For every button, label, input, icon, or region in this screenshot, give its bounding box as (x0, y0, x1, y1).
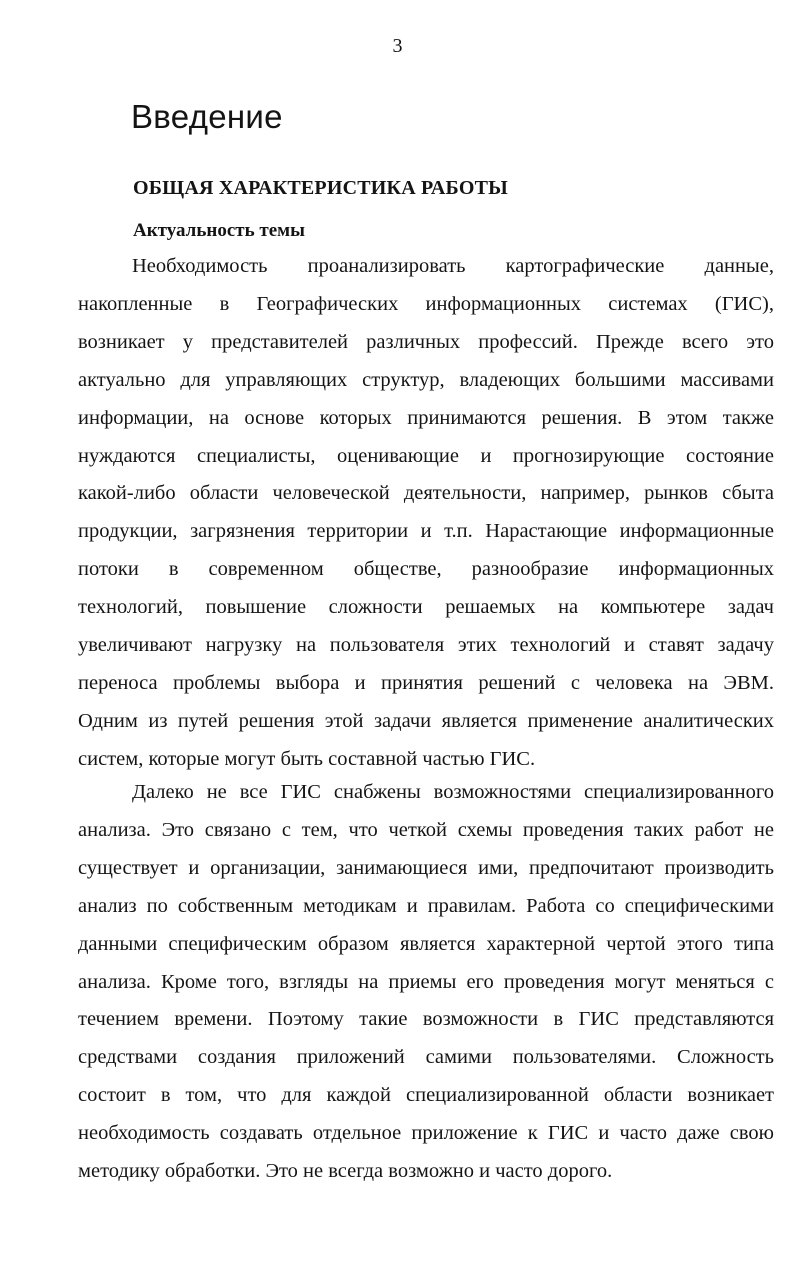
paragraph-line: переноса проблемы выбора и принятия решений с человека на ЭВМ. (78, 671, 774, 694)
paragraph-relevance-2 (78, 774, 774, 1191)
paragraph-line: увеличивают нагрузку на пользователя этих технологий и ставят задачу (78, 634, 774, 657)
subsection-title: Актуальность темы (133, 220, 305, 241)
paragraph-line: накопленные в Географических информационных системах (ГИС), (78, 292, 774, 315)
paragraph-line: Одним из путей решения этой задачи является применение аналитических (78, 709, 774, 732)
paragraph-line: данными специфическим образом является характерной чертой этого типа (78, 932, 774, 955)
paragraph-relevance-1 (78, 248, 774, 779)
paragraph-line: средствами создания приложений самими пользователями. Сложность (78, 1046, 774, 1069)
paragraph-line: состоит в том, что для каждой специализированной области возникает (78, 1084, 774, 1107)
paragraph-line: анализа. Кроме того, взгляды на приемы его проведения могут меняться с (78, 970, 774, 993)
chapter-title: Введение (131, 98, 283, 135)
paragraph-line: актуально для управляющих структур, владеющих большими массивами (78, 368, 774, 391)
paragraph-line: нуждаются специалисты, оценивающие и прогнозирующие состояние (78, 444, 774, 467)
paragraph-line: систем, которые могут быть составной частью ГИС. (78, 747, 536, 770)
paragraph-line: анализа. Это связано с тем, что четкой схемы проведения таких работ не (78, 818, 774, 841)
paragraph-line: технологий, повышение сложности решаемых на компьютере задач (78, 596, 774, 619)
paragraph-line: потоки в современном обществе, разнообразие информационных (78, 558, 774, 581)
page-number: 3 (392, 35, 403, 57)
paragraph-line: Необходимость проанализировать картографические данные, (132, 255, 774, 277)
paragraph-line: возникает у представителей различных профессий. Прежде всего это (78, 330, 774, 353)
paragraph-line: анализ по собственным методикам и правилам. Работа со специфическими (78, 894, 774, 917)
paragraph-line: методику обработки. Это не всегда возможно и часто дорого. (78, 1160, 613, 1183)
paragraph-line: продукции, загрязнения территории и т.п. Нарастающие информационные (78, 520, 774, 543)
section-title: ОБЩАЯ ХАРАКТЕРИСТИКА РАБОТЫ (133, 177, 508, 199)
paragraph-line: Далеко не все ГИС снабжены возможностями специализированного (132, 781, 774, 803)
paragraph-line: течением времени. Поэтому такие возможности в ГИС представляются (78, 1008, 774, 1031)
paragraph-line: существует и организации, занимающиеся ими, предпочитают производить (78, 856, 774, 879)
paragraph-line: какой-либо области человеческой деятельности, например, рынков сбыта (78, 482, 774, 505)
paragraph-line: необходимость создавать отдельное приложение к ГИС и часто даже свою (78, 1122, 774, 1145)
paragraph-line: информации, на основе которых принимаются решения. В этом также (78, 406, 774, 429)
